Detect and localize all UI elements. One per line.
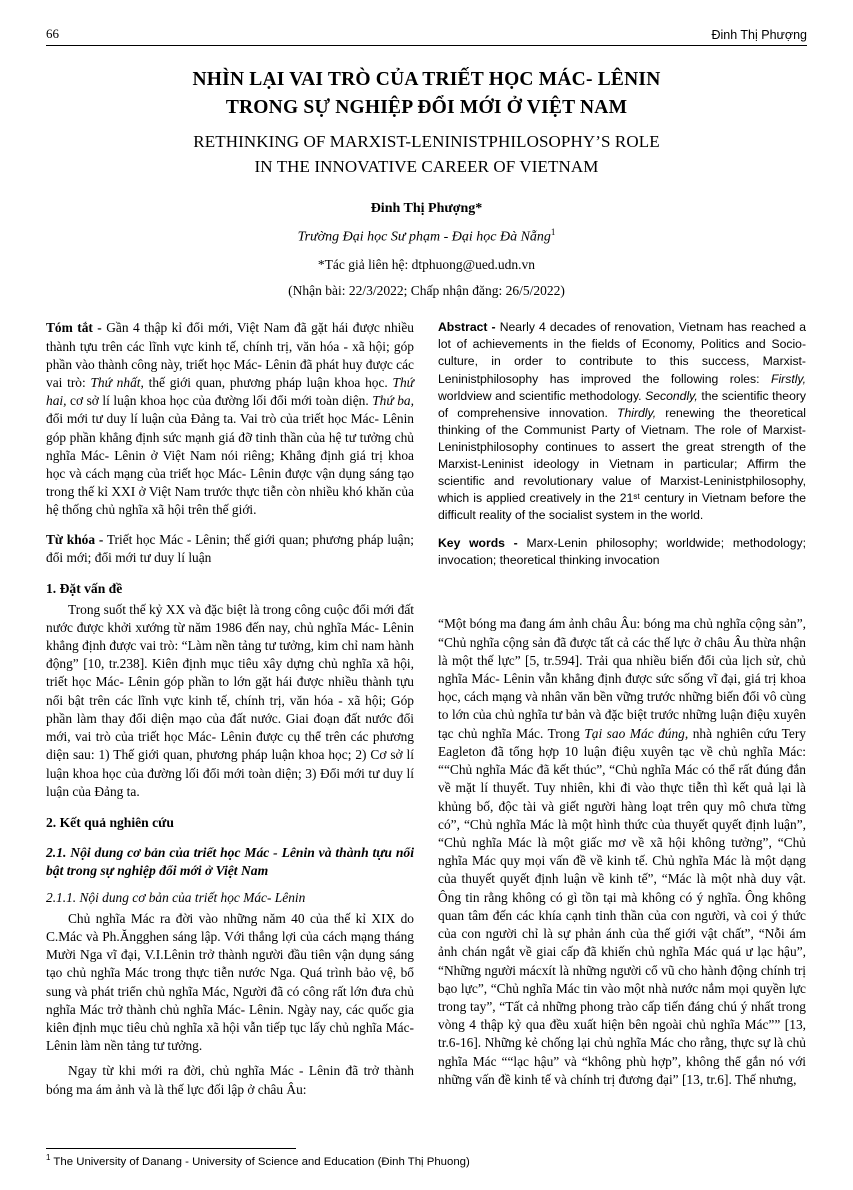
keywords-vietnamese-label: Từ khóa - bbox=[46, 531, 104, 547]
keywords-english bbox=[438, 535, 806, 569]
title-block bbox=[46, 66, 807, 299]
abstract-en-ital-3: Thirdly, bbox=[617, 405, 657, 420]
abstract-en-text-1: Nearly 4 decades of renovation, Vietnam has reached a lot of achievements in the fields of Economy, Politics and Socio-culture, in order to contribute to this success, Marxist-Leninistphilosophy has improved the following roles: bbox=[438, 320, 807, 386]
left-column bbox=[46, 319, 414, 1099]
abstract-en-text-2: worldview and scientific methodology. bbox=[438, 388, 642, 403]
abstract-vi-ital-3: Thứ ba, bbox=[372, 393, 414, 409]
two-column-body bbox=[46, 319, 807, 1099]
right-column bbox=[438, 319, 806, 1099]
keywords-english-text: Marx-Lenin philosophy; worldwide; methodology; invocation; theoretical thinking invocation bbox=[438, 536, 806, 568]
affiliation-marker: 1 bbox=[550, 226, 556, 237]
affiliation-text: Trường Đại học Sư phạm - Đại học Đà Nẵng bbox=[297, 229, 551, 245]
author-affiliation bbox=[46, 227, 807, 246]
right-body-paragraph-1 bbox=[438, 615, 806, 1089]
running-author: Đinh Thị Phượng bbox=[711, 28, 807, 42]
author-contact: *Tác giả liên hệ: dtphuong@ued.udn.vn bbox=[317, 257, 536, 273]
abstract-vi-text-3: cơ sở lí luận khoa học của đường lối đổi mới toàn diện. bbox=[70, 393, 369, 409]
section-1-heading: 1. Đặt vấn đề bbox=[46, 581, 123, 597]
section-2-heading: 2. Kết quả nghiên cứu bbox=[46, 815, 174, 831]
abstract-vi-text-4: đổi mới tư duy lí luận của Đảng ta. Vai trò của triết học Mác- Lênin góp phần khẳng định sức mạnh giá đỡ tinh thần của hệ tư tưởng chủ nghĩa Mác- Lênin ở Việt Nam nói riêng; Khẳng định giá trị khoa học và cách mạng của triết học Mác- Lênin được vận dụng sáng tạo trong thế kỉ XXI ở Việt Nam trước thực tiễn còn nhiều khó khăn của hệ thống chủ nghĩa xã hội trên thế giới. bbox=[46, 411, 414, 518]
section-1-paragraph-1: Trong suốt thế kỷ XX và đặc biệt là trong công cuộc đổi mới đất nước được khởi xướng từ năm 1986 đến nay, chủ nghĩa Mác- Lênin khẳng định được vai trò: “Làm nền tảng tư tưởng, kim chỉ nam hành động” [10, tr.238]. Kiên định mục tiêu xây dựng chủ nghĩa xã hội, triết học Mác- Lênin góp phần to lớn gặt hái được nhiều thành tựu nổi bật trên các lĩnh vực kinh tế, chính trị, văn hóa - xã hội; Góp phần làm thay đổi diện mạo của đất nước. Giai đoạn đất nước đổi mới, vai trò của triết học Mác- Lênin được cụ thể trên các phương diện sau: 1) Thế giới quan, phương pháp luận khoa học; 2) Cơ sở lí luận khoa học của đường lối đổi mới toàn diện; 3) Đổi mới tư duy lí luận của Đảng ta. bbox=[46, 601, 414, 799]
footnote-line bbox=[46, 1153, 807, 1168]
abstract-en-text-3: the scientific theory of comprehensive innovation. bbox=[438, 388, 807, 420]
page-number: 66 bbox=[46, 26, 59, 41]
submission-dates: (Nhận bài: 22/3/2022; Chấp nhận đăng: 26/5/2022) bbox=[288, 283, 565, 299]
section-2-1-heading: 2.1. Nội dung cơ bản của triết học Mác - Lênin và thành tựu nổi bật trong sự nghiệp đổi mới ở Việt Nam bbox=[46, 844, 414, 878]
right-body-text-b: nhà nghiên cứu Tery Eagleton đã tổng hợp 10 luận điệu xuyên tạc về chủ nghĩa Mác: ““Chủ nghĩa Mác đã kết thúc”, “Chủ nghĩa Mác có thể rất đúng đắn về mặt lí thuyết. Tuy nhiên, khi đi vào thực tiễn thì kết quả lại là khủng bố, độc tài và giết người hàng loạt trên quy mô chưa từng có”, “Chủ nghĩa Mác là một hình thức của thuyết quyết định luận”, “Chủ nghĩa Mác là một giấc mơ về xã hội không tưởng”, “Chủ nghĩa Mác quy mọi vấn đề về kinh tế. Chủ nghĩa Mác là một dạng của thuyết quyết định luận về kinh tế”, “Mác là một nhà duy vật. Ông tin rằng không có gì tồn tại mà không có ý nghĩa. Ông không quan tâm đến các khía cạnh tinh thần của con người, và coi ý thức của con người chỉ là sự phản ánh của thế giới vật chất”, “Nỗi ám ảnh chán ngắt về giai cấp đã khiến chủ nghĩa Mác quá ư lạc hậu”, “Những người mácxít là những người cổ vũ cho hành động chính trị bạo lực”, “Chủ nghĩa Mác tin vào một nhà nước nắm mọi quyền lực trong tay”, “Tất cả những phong trào cấp tiến đáng chú ý nhất trong vòng 4 thập kỷ qua đều xuất hiện bên ngoài chủ nghĩa Mác”” [13, tr.6-16]. Những kẻ chống lại chủ nghĩa Mác cho rằng, thực sự là chủ nghĩa Mác ““lạc hậu” và “không phù hợp”, không thể gắn nó với những vấn đề kinh tế và chính trị đương đại” [13, tr.6]. Thế nhưng, bbox=[438, 725, 806, 1087]
title-vietnamese-line1: NHÌN LẠI VAI TRÒ CỦA TRIẾT HỌC MÁC- LÊNIN bbox=[192, 69, 661, 90]
footnote-text: The University of Danang - University of Science and Education (Đinh Thị Phuong) bbox=[53, 1156, 470, 1168]
section-2-1-1-heading: 2.1.1. Nội dung cơ bản của triết học Mác- Lênin bbox=[46, 890, 306, 906]
section-2-1-1-paragraph-1: Chủ nghĩa Mác ra đời vào những năm 40 của thế kỉ XIX do C.Mác và Ph.Ăngghen sáng lập. Với thắng lợi của cách mạng tháng Mười Nga vĩ đại, V.I.Lênin trở thành người đầu tiên vận dụng sáng tạo chủ nghĩa Mác trong thực tiễn nước Nga. Quá trình bảo vệ, bổ sung và phát triển chủ nghĩa Mác, Người đã có công rất lớn đưa chủ nghĩa Mác trở thành chủ nghĩa Mác- Lênin. Ngày nay, các quốc gia kiên định mục tiêu chủ nghĩa xã hội vẫn tiếp tục lấy chủ nghĩa Mác- Lênin làm nền tảng tư tưởng. bbox=[46, 910, 414, 1054]
abstract-en-text-4: renewing the theoretical thinking of the Communist Party of Vietnam. The role of Marxist-Leninistphilosophy continues to assert the great strength of the Marxist-Leninist ideology in Vietnam in particular; Affirm the scientific and revolutionary value of Marxist-Leninistphilosophy, which is applied creatively in the 21ˢᵗ century in Vietnam before the difficult reality of the socialist system in the world. bbox=[438, 405, 806, 523]
abstract-vi-text-2: thế giới quan, phương pháp luận khoa học. bbox=[148, 374, 388, 390]
abstract-english-label: Abstract - bbox=[438, 320, 496, 335]
keywords-english-label: Key words - bbox=[438, 536, 518, 551]
footnote-rule bbox=[46, 1148, 296, 1149]
right-body-italic-title: Tại sao Mác đúng, bbox=[584, 725, 689, 741]
title-vietnamese bbox=[46, 66, 807, 121]
right-body-text-a: “Một bóng ma đang ám ảnh châu Âu: bóng ma chủ nghĩa cộng sản”, “Chủ nghĩa cộng sản đã được tất cả các thế lực ở châu Âu thừa nhận là một thế lực” [5, tr.594]. Trải qua nhiều biến đổi của lịch sử, chủ nghĩa Mác- Lênin vẫn khẳng định được sức sống vĩ đại, giá trị khoa học, cách mạng và nhân văn bền vững trước những biến đổi vô cùng to lớn của chủ nghĩa tư bản và đặc biệt trước những luận điệu xuyên tạc chủ nghĩa Mác. Trong bbox=[438, 616, 806, 741]
title-english-line1: RETHINKING OF MARXIST-LENINISTPHILOSOPHY’S ROLE bbox=[193, 132, 660, 152]
keywords-vietnamese bbox=[46, 531, 414, 567]
abstract-vi-text-1: Gần 4 thập kỉ đổi mới, Việt Nam đã gặt hái được nhiều thành tựu trên các lĩnh vực kinh tế, chính trị, văn hóa - xã hội; góp phần vào thành công này, triết học Mác- Lênin đã phát huy được các vai trò: bbox=[46, 320, 414, 390]
keywords-vietnamese-text: Triết học Mác - Lênin; thế giới quan; phương pháp luận; đổi mới; đổi mới tư duy lí luận bbox=[46, 531, 414, 565]
abstract-vi-ital-2: Thứ hai, bbox=[46, 374, 414, 409]
footnote-marker: 1 bbox=[46, 1153, 51, 1163]
title-vietnamese-line2: TRONG SỰ NGHIỆP ĐỔI MỚI Ở VIỆT NAM bbox=[225, 96, 628, 118]
title-english-line2: IN THE INNOVATIVE CAREER OF VIETNAM bbox=[254, 156, 599, 176]
author-name: Đinh Thị Phượng* bbox=[370, 200, 483, 216]
abstract-vietnamese bbox=[46, 319, 414, 519]
section-2-1-1-paragraph-2: Ngay từ khi mới ra đời, chủ nghĩa Mác - Lênin đã trở thành bóng ma ám ảnh và là thế lực đối lập ở châu Âu: bbox=[46, 1063, 414, 1097]
running-header bbox=[46, 26, 807, 46]
abstract-english bbox=[438, 319, 806, 524]
abstract-en-ital-1: Firstly, bbox=[771, 371, 806, 386]
page-content bbox=[46, 26, 807, 1166]
abstract-en-ital-2: Secondly, bbox=[645, 388, 698, 403]
abstract-vietnamese-label: Tóm tắt - bbox=[46, 320, 102, 336]
abstract-vi-ital-1: Thứ nhất, bbox=[90, 374, 144, 390]
title-english bbox=[46, 130, 807, 178]
footnote bbox=[46, 1148, 807, 1168]
